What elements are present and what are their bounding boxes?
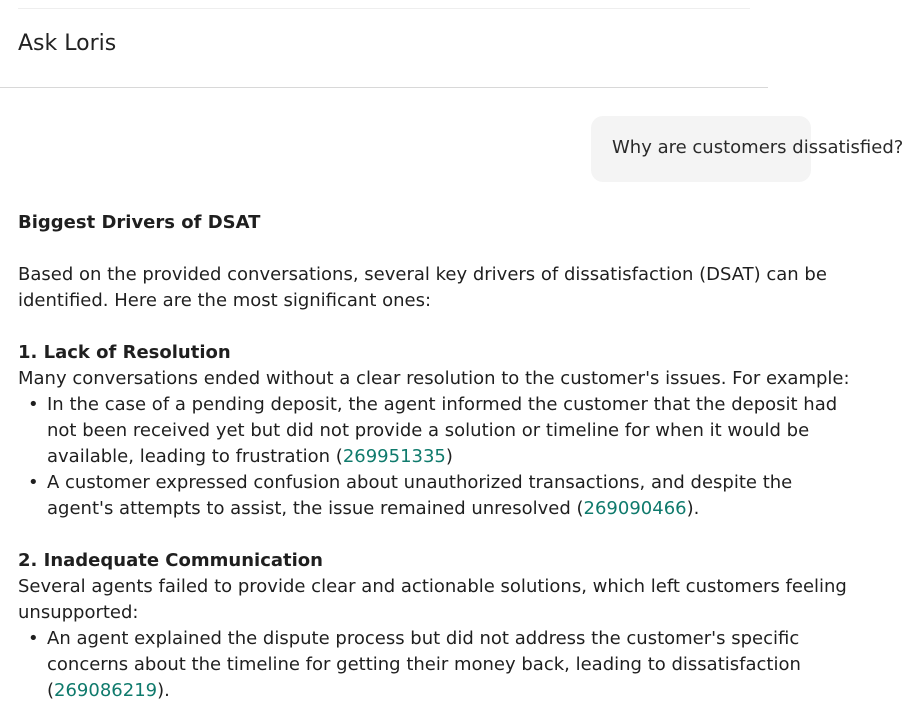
list-item (18, 470, 918, 522)
bullet-text: ). (157, 680, 170, 701)
bullet-line (47, 444, 918, 470)
bullet-list (18, 626, 918, 704)
spacer (18, 522, 918, 548)
spacer (18, 314, 918, 340)
page-title: Ask Loris (18, 31, 117, 56)
conversation-link[interactable]: 269086219 (54, 680, 158, 701)
bullet-line: concerns about the timeline for getting their money back, leading to dissatisfaction (47, 654, 801, 675)
section-lead: Many conversations ended without a clear resolution to the customer's issues. For example: (18, 368, 850, 389)
user-message-text: Why are customers dissatisfied? (612, 137, 904, 158)
bullet-line: not been received yet but did not provide a solution or timeline for when it would be (47, 420, 810, 441)
intro-line: identified. Here are the most significant ones: (18, 290, 432, 311)
intro-line: Based on the provided conversations, several key drivers of dissatisfaction (DSAT) can be (18, 264, 827, 285)
section-lead: Several agents failed to provide clear and actionable solutions, which left customers feeling (18, 576, 847, 597)
top-divider (18, 8, 750, 9)
chat-header (0, 10, 768, 88)
bullet-text: ( (47, 680, 55, 701)
bullet-line: • An agent explained the dispute process but did not address the customer's specific (47, 628, 800, 649)
bullet-line (47, 496, 918, 522)
bullet-text: ). (686, 498, 700, 519)
bullet-text: available, leading to frustration ( (47, 446, 343, 467)
response-heading: Biggest Drivers of DSAT (18, 212, 261, 233)
bullet-list (18, 392, 918, 522)
bullet-line: • In the case of a pending deposit, the agent informed the customer that the deposit had (47, 394, 838, 415)
user-message-bubble (591, 116, 904, 182)
bullet-line: • A customer expressed confusion about unauthorized transactions, and despite the (47, 472, 793, 493)
conversation-link[interactable]: 269090466 (583, 498, 687, 519)
list-item (18, 626, 918, 704)
section-title: 2. Inadequate Communication (18, 550, 323, 571)
list-item (18, 392, 918, 470)
assistant-response (18, 210, 918, 704)
section-title: 1. Lack of Resolution (18, 342, 231, 363)
conversation-link[interactable]: 269951335 (342, 446, 446, 467)
bullet-text: ) (445, 446, 453, 467)
spacer (18, 236, 918, 262)
section-lead: unsupported: (18, 602, 139, 623)
bullet-line (47, 678, 918, 704)
bullet-text: agent's attempts to assist, the issue remained unresolved ( (47, 498, 584, 519)
